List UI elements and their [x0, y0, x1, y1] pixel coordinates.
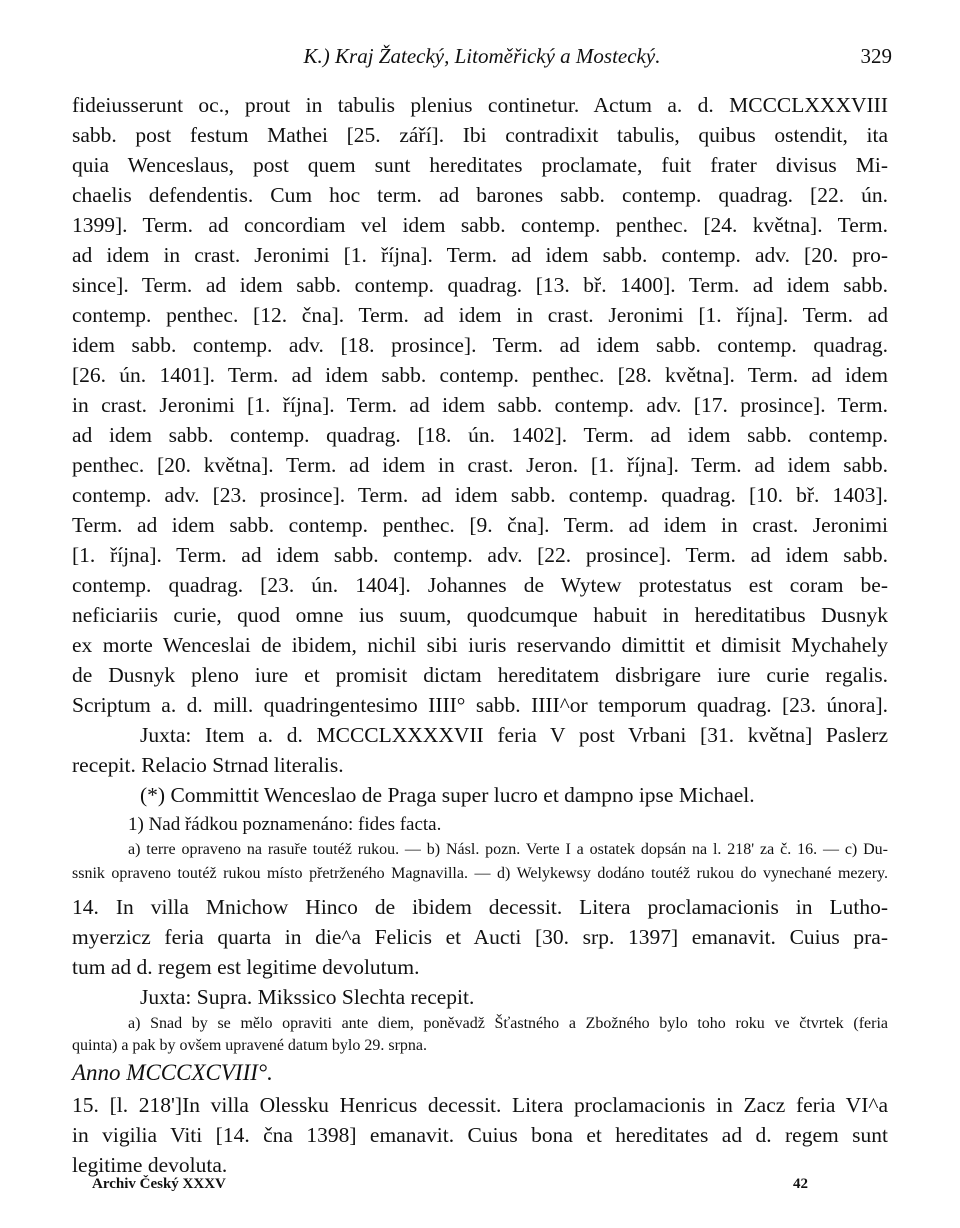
footnote-line: ssnik opraveno toutéž rukou místo přetrženého Magnavilla. — d) Welykewsy dodáno toutéž rukou do vynechané mezery. [72, 865, 888, 882]
text-line: since]. Term. ad idem sabb. contemp. quadrag. [13. bř. 1400]. Term. ad idem sabb. [72, 273, 888, 297]
text-line: [26. ún. 1401]. Term. ad idem sabb. contemp. penthec. [28. května]. Term. ad idem [72, 363, 888, 387]
text-line: 1399]. Term. ad concordiam vel idem sabb. contemp. penthec. [24. května]. Term. [72, 213, 888, 237]
text-line: [1. října]. Term. ad idem sabb. contemp. adv. [22. prosince]. Term. ad idem sabb. [72, 543, 888, 567]
page-header [72, 44, 892, 74]
text-line: quia Wenceslaus, post quem sunt hereditates proclamate, fuit frater divisus Mi- [72, 153, 888, 177]
text-line: contemp. adv. [23. prosince]. Term. ad idem sabb. contemp. quadrag. [10. bř. 1403]. [72, 483, 888, 507]
text-line: Juxta: Supra. Mikssico Slechta recepit. [140, 985, 475, 1009]
text-line: Scriptum a. d. mill. quadringentesimo IIII° sabb. IIII^or temporum quadrag. [23. února]. [72, 693, 888, 717]
text-line: fideiusserunt oc., prout in tabulis plenius continetur. Actum a. d. MCCCLXXXVIII [72, 93, 888, 117]
text-line: ad idem in crast. Jeronimi [1. října]. Term. ad idem sabb. contemp. adv. [20. pro- [72, 243, 888, 267]
text-line: in crast. Jeronimi [1. října]. Term. ad idem sabb. contemp. adv. [17. prosince]. Term. [72, 393, 888, 417]
text-line: chaelis defendentis. Cum hoc term. ad barones sabb. contemp. quadrag. [22. ún. [72, 183, 888, 207]
footnote-line: quinta) a pak by ovšem upravené datum bylo 29. srpna. [72, 1037, 428, 1054]
footnote-line: a) Snad by se mělo opraviti ante diem, poněvadž Šťastného a Zbožného bylo toho roku ve čtvrtek (feria [128, 1015, 888, 1032]
section-heading: Anno MCCCXCVIII°. [72, 1060, 273, 1085]
text-line: 15. [l. 218']In villa Olessku Henricus decessit. Litera proclamacionis in Zacz feria VI^a [72, 1093, 888, 1117]
text-line: idem sabb. contemp. adv. [18. prosince]. Term. ad idem sabb. contemp. quadrag. [72, 333, 888, 357]
text-line: (*) Committit Wenceslao de Praga super lucro et dampno ipse Michael. [140, 783, 755, 807]
text-line: ex morte Wenceslai de ibidem, nichil sibi iuris reservando dimittit et dimisit Mychahely [72, 633, 888, 657]
page-number: 329 [860, 44, 892, 68]
text-line: recepit. Relacio Strnad literalis. [72, 753, 344, 777]
text-line: Juxta: Item a. d. MCCCLXXXXVII feria V post Vrbani [31. května] Paslerz [140, 723, 888, 747]
text-line: neficiariis curie, quod omne ius suum, quodcumque habuit in hereditatibus Dusnyk [72, 603, 888, 627]
text-line: 14. In villa Mnichow Hinco de ibidem decessit. Litera proclamacionis in Lutho- [72, 895, 888, 919]
text-line: tum ad d. regem est legitime devolutum. [72, 955, 420, 979]
text-line: myerzicz feria quarta in die^a Felicis et Aucti [30. srp. 1397] emanavit. Cuius pra- [72, 925, 888, 949]
text-line: Term. ad idem sabb. contemp. penthec. [9. čna]. Term. ad idem in crast. Jeronimi [72, 513, 888, 537]
text-line: de Dusnyk pleno iure et promisit dictam hereditatem disbrigare iure curie regalis. [72, 663, 888, 687]
text-line: in vigilia Viti [14. čna 1398] emanavit. Cuius bona et hereditates ad d. regem sunt [72, 1123, 888, 1147]
footnote-line: 1) Nad řádkou poznamenáno: fides facta. [128, 814, 442, 835]
text-line: penthec. [20. května]. Term. ad idem in crast. Jeron. [1. října]. Term. ad idem sabb. [72, 453, 888, 477]
running-head: K.) Kraj Žatecký, Litoměřický a Mostecký. [303, 44, 661, 68]
footnote-line: a) terre opraveno na rasuře toutéž rukou. — b) Násl. pozn. Verte I a ostatek dopsán na l. 218' za č. 16. — c) Du- [128, 841, 888, 858]
page-footer [92, 1176, 808, 1193]
archive-signature: Archiv Český XXXV [92, 1176, 226, 1192]
text-line: contemp. penthec. [12. čna]. Term. ad idem in crast. Jeronimi [1. října]. Term. ad [72, 303, 888, 327]
sheet-signature: 42 [793, 1176, 808, 1192]
text-line: legitime devoluta. [72, 1153, 228, 1177]
text-line: sabb. post festum Mathei [25. září]. Ibi contradixit tabulis, quibus ostendit, ita [72, 123, 888, 147]
text-line: contemp. quadrag. [23. ún. 1404]. Johannes de Wytew protestatus est coram be- [72, 573, 888, 597]
text-line: ad idem sabb. contemp. quadrag. [18. ún. 1402]. Term. ad idem sabb. contemp. [72, 423, 888, 447]
